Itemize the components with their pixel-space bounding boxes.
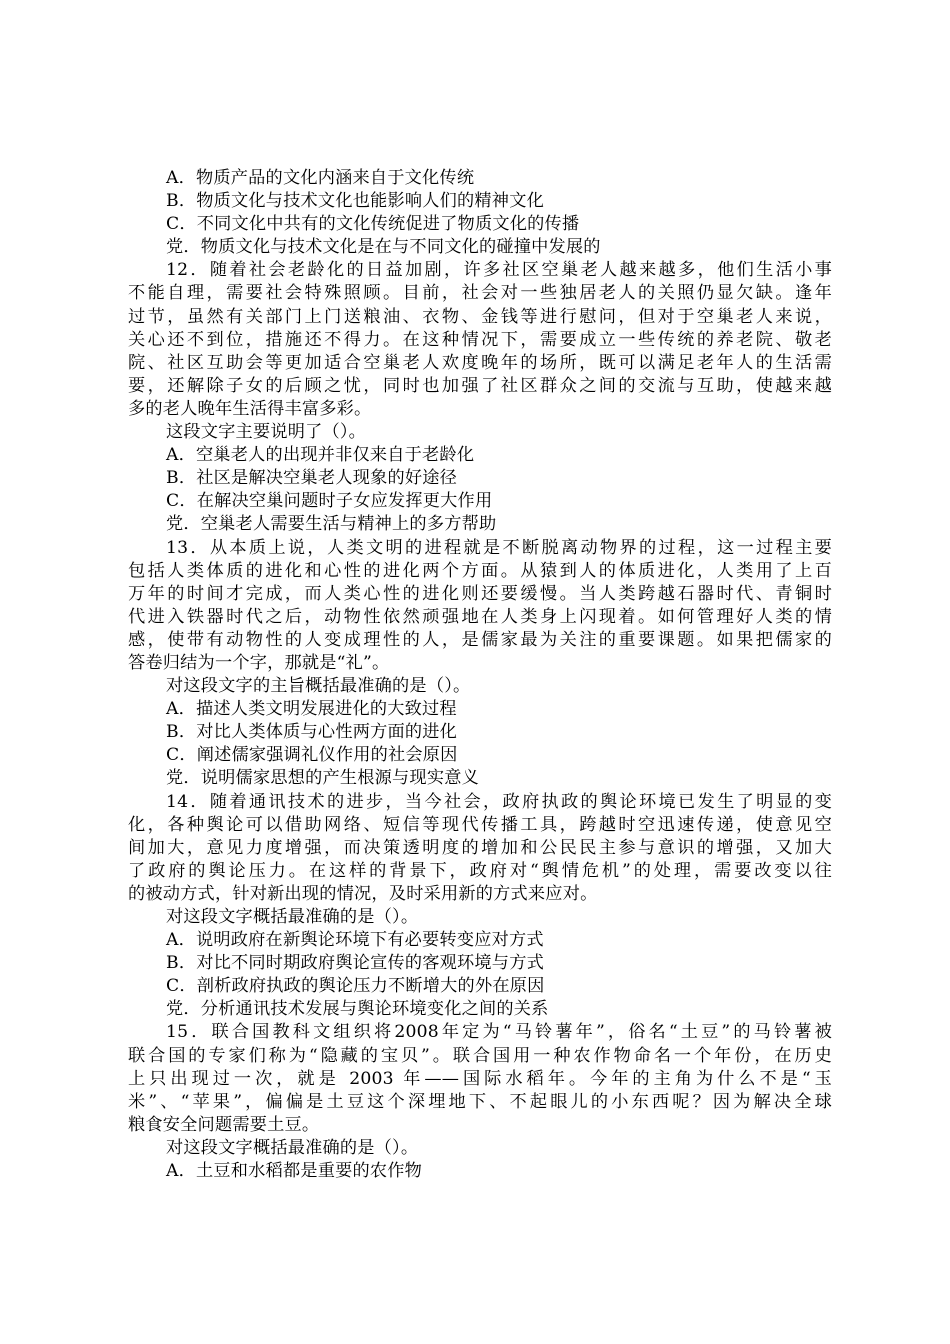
passage-line: 代进入铁器时代之后，动物性依然顽强地在人类身上闪现着。如何管理好人类的情 bbox=[128, 606, 832, 627]
option-a: A．土豆和水稻都是重要的农作物 bbox=[166, 1161, 423, 1182]
passage-line: 不能自理，需要社会特殊照顾。目前，社会对一些独居老人的关照仍显欠缺。逢年 bbox=[128, 283, 832, 304]
question-15 bbox=[128, 1021, 832, 1183]
passage-line: 14．随着通讯技术的进步，当今社会，政府执政的舆论环境已发生了明显的变 bbox=[166, 791, 832, 812]
option-d: 党．说明儒家思想的产生根源与现实意义 bbox=[166, 768, 479, 789]
option-d: 党．物质文化与技术文化是在与不同文化的碰撞中发展的 bbox=[166, 237, 601, 258]
option-b: B．物质文化与技术文化也能影响人们的精神文化 bbox=[166, 191, 544, 212]
option-a: A．说明政府在新舆论环境下有必要转变应对方式 bbox=[166, 930, 544, 951]
passage-line: 包括人类体质的进化和心性的进化两个方面。从猿到人的体质进化，人类用了上百 bbox=[128, 560, 832, 581]
passage-line: 的被动方式，针对新出现的情况，及时采用新的方式来应对。 bbox=[128, 883, 598, 904]
passage-line: 了政府的舆论压力。在这样的背景下，政府对“舆情危机”的处理，需要改变以往 bbox=[128, 860, 832, 881]
option-c: C．在解决空巢问题时子女应发挥更大作用 bbox=[166, 491, 493, 512]
passage-line: 化，各种舆论可以借助网络、短信等现代传播工具，跨越时空迅速传递，使意见空 bbox=[128, 814, 832, 835]
option-d: 党．分析通讯技术发展与舆论环境变化之间的关系 bbox=[166, 999, 549, 1020]
question-11-options bbox=[128, 167, 832, 259]
passage-line: 粮食安全问题需要土豆。 bbox=[128, 1114, 320, 1135]
option-c: C．阐述儒家强调礼仪作用的社会原因 bbox=[166, 745, 458, 766]
document-body bbox=[128, 167, 832, 1183]
option-a: A．物质产品的文化内涵来自于文化传统 bbox=[166, 168, 475, 188]
passage-line: 要，还解除子女的后顾之忧，同时也加强了社区群众之间的交流与互助，使越来越 bbox=[128, 375, 832, 396]
passage-line: 上只出现过一次，就是 2003 年——国际水稻年。今年的主角为什么不是“玉 bbox=[128, 1068, 832, 1089]
passage-line: 联合国的专家们称为“隐藏的宝贝”。联合国用一种农作物命名一个年份，在历史 bbox=[128, 1045, 832, 1066]
question-14 bbox=[128, 791, 832, 1022]
passage-line: 米”、“苹果”，偏偏是土豆这个深埋地下、不起眼儿的小东西呢？因为解决全球 bbox=[128, 1091, 832, 1112]
passage-line: 13．从本质上说，人类文明的进程就是不断脱离动物界的过程，这一过程主要 bbox=[166, 537, 832, 558]
option-c: C．剖析政府执政的舆论压力不断增大的外在原因 bbox=[166, 976, 545, 997]
passage-line: 万年的时间才完成，而人类心性的进化则还要缓慢。当人类跨越石器时代、青铜时 bbox=[128, 583, 832, 604]
passage-line: 院、社区互助会等更加适合空巢老人欢度晚年的场所，既可以满足老年人的生活需 bbox=[128, 352, 832, 373]
passage-line: 15．联合国教科文组织将2008年定为“马铃薯年”，俗名“土豆”的马铃薯被 bbox=[166, 1022, 832, 1043]
question-13 bbox=[128, 537, 832, 791]
option-b: B．对比人类体质与心性两方面的进化 bbox=[166, 722, 458, 743]
passage-line: 12．随着社会老龄化的日益加剧，许多社区空巢老人越来越多，他们生活小事 bbox=[166, 260, 832, 281]
question-prompt: 对这段文字概括最准确的是（）。 bbox=[166, 907, 419, 927]
passage-line: 多的老人晚年生活得丰富多彩。 bbox=[128, 398, 372, 419]
question-prompt: 这段文字主要说明了（）。 bbox=[166, 422, 367, 443]
option-c: C．不同文化中共有的文化传统促进了物质文化的传播 bbox=[166, 214, 580, 235]
option-a: A．描述人类文明发展进化的大致过程 bbox=[166, 699, 457, 720]
option-b: B．对比不同时期政府舆论宣传的客观环境与方式 bbox=[166, 953, 544, 974]
question-prompt: 对这段文字概括最准确的是（）。 bbox=[166, 1137, 419, 1158]
option-a: A．空巢老人的出现并非仅来自于老龄化 bbox=[166, 445, 475, 466]
option-b: B．社区是解决空巢老人现象的好途径 bbox=[166, 468, 458, 489]
passage-line: 关心还不到位，措施还不得力。在这种情况下，需要成立一些传统的养老院、敬老 bbox=[128, 329, 832, 350]
option-d: 党．空巢老人需要生活与精神上的多方帮助 bbox=[166, 514, 497, 535]
passage-line: 答卷归结为一个字，那就是“礼”。 bbox=[128, 652, 390, 673]
question-prompt: 对这段文字的主旨概括最准确的是（）。 bbox=[166, 676, 471, 697]
passage-line: 间加大，意见力度增强，而决策透明度的增加和公民民主参与意识的增强，又加大 bbox=[128, 837, 832, 858]
question-12 bbox=[128, 259, 832, 536]
passage-line: 感，使带有动物性的人变成理性的人，是儒家最为关注的重要课题。如果把儒家的 bbox=[128, 629, 832, 650]
passage-line: 过节，虽然有关部门上门送粮油、衣物、金钱等进行慰问，但对于空巢老人来说， bbox=[128, 306, 832, 327]
